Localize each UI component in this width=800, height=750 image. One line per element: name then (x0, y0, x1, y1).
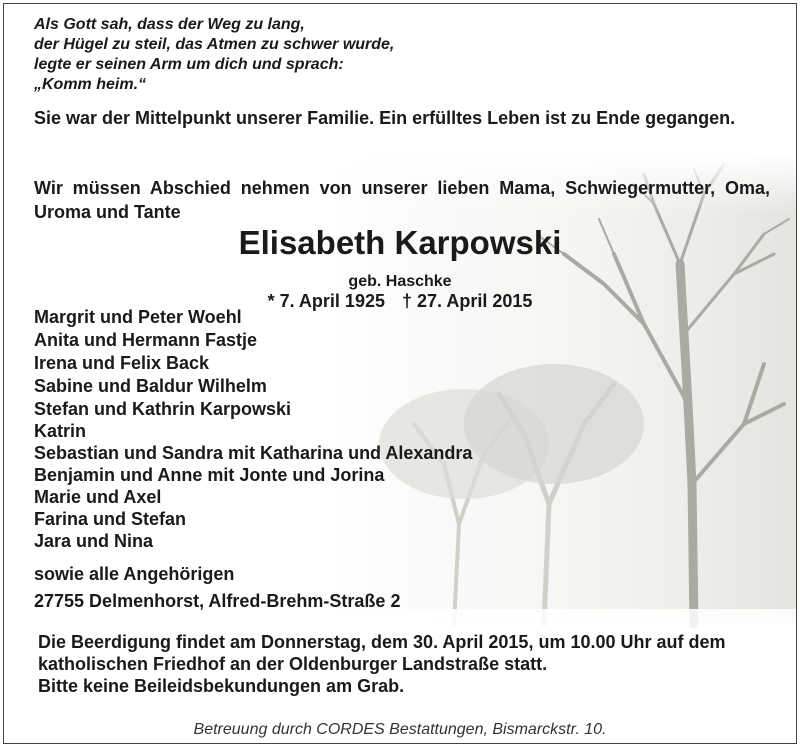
funeral-home-credit: Betreuung durch CORDES Bestattungen, Bismarckstr. 10. (193, 721, 607, 738)
mourner-item: Anita und Hermann Fastje (34, 330, 258, 350)
funeral-line-2: katholischen Friedhof an der Oldenburger Landstraße statt. (38, 654, 548, 674)
birth-date: * 7. April 1925 (267, 291, 385, 311)
intro-paragraph-2: Wir müssen Abschied nehmen von unserer lieben Mama, Schwiegermutter, Oma, Uroma und Tante (34, 178, 770, 222)
funeral-line-1: Die Beerdigung findet am Donnerstag, dem 30. April 2015, um 10.00 Uhr auf dem (38, 632, 726, 652)
mourner-item: Margrit und Peter Woehl (34, 307, 242, 327)
poem-line-1: Als Gott sah, dass der Weg zu lang, (34, 16, 305, 33)
death-date: † 27. April 2015 (402, 291, 533, 311)
funeral-line-3: Bitte keine Beileidsbekundungen am Grab. (38, 676, 405, 696)
relatives-line: sowie alle Angehörigen (34, 564, 235, 584)
mourner-item: Stefan und Kathrin Karpowski (34, 399, 292, 419)
mourner-item: Farina und Stefan (34, 509, 187, 529)
mourner-item: Marie und Axel (34, 487, 162, 507)
intro-paragraph-1: Sie war der Mittelpunkt unserer Familie. Ein erfülltes Leben ist zu Ende gegangen. (34, 108, 736, 128)
mourner-item: Katrin (34, 421, 87, 441)
address-line: 27755 Delmenhorst, Alfred-Brehm-Straße 2 (34, 591, 401, 611)
deceased-name: Elisabeth Karpowski (238, 224, 562, 261)
obituary-card (3, 3, 797, 744)
poem-line-2: der Hügel zu steil, das Atmen zu schwer wurde, (34, 36, 395, 53)
birth-name: geb. Haschke (348, 273, 452, 290)
mourner-item: Benjamin und Anne mit Jonte und Jorina (34, 465, 385, 485)
poem-line-3: legte er seinen Arm um dich und sprach: (34, 56, 344, 73)
mourner-item: Sebastian und Sandra mit Katharina und Alexandra (34, 443, 473, 463)
mourner-item: Jara und Nina (34, 531, 154, 551)
mourner-item: Sabine und Baldur Wilhelm (34, 376, 267, 396)
poem-line-4: „Komm heim.“ (34, 76, 147, 93)
mourner-item: Irena und Felix Back (34, 353, 210, 373)
